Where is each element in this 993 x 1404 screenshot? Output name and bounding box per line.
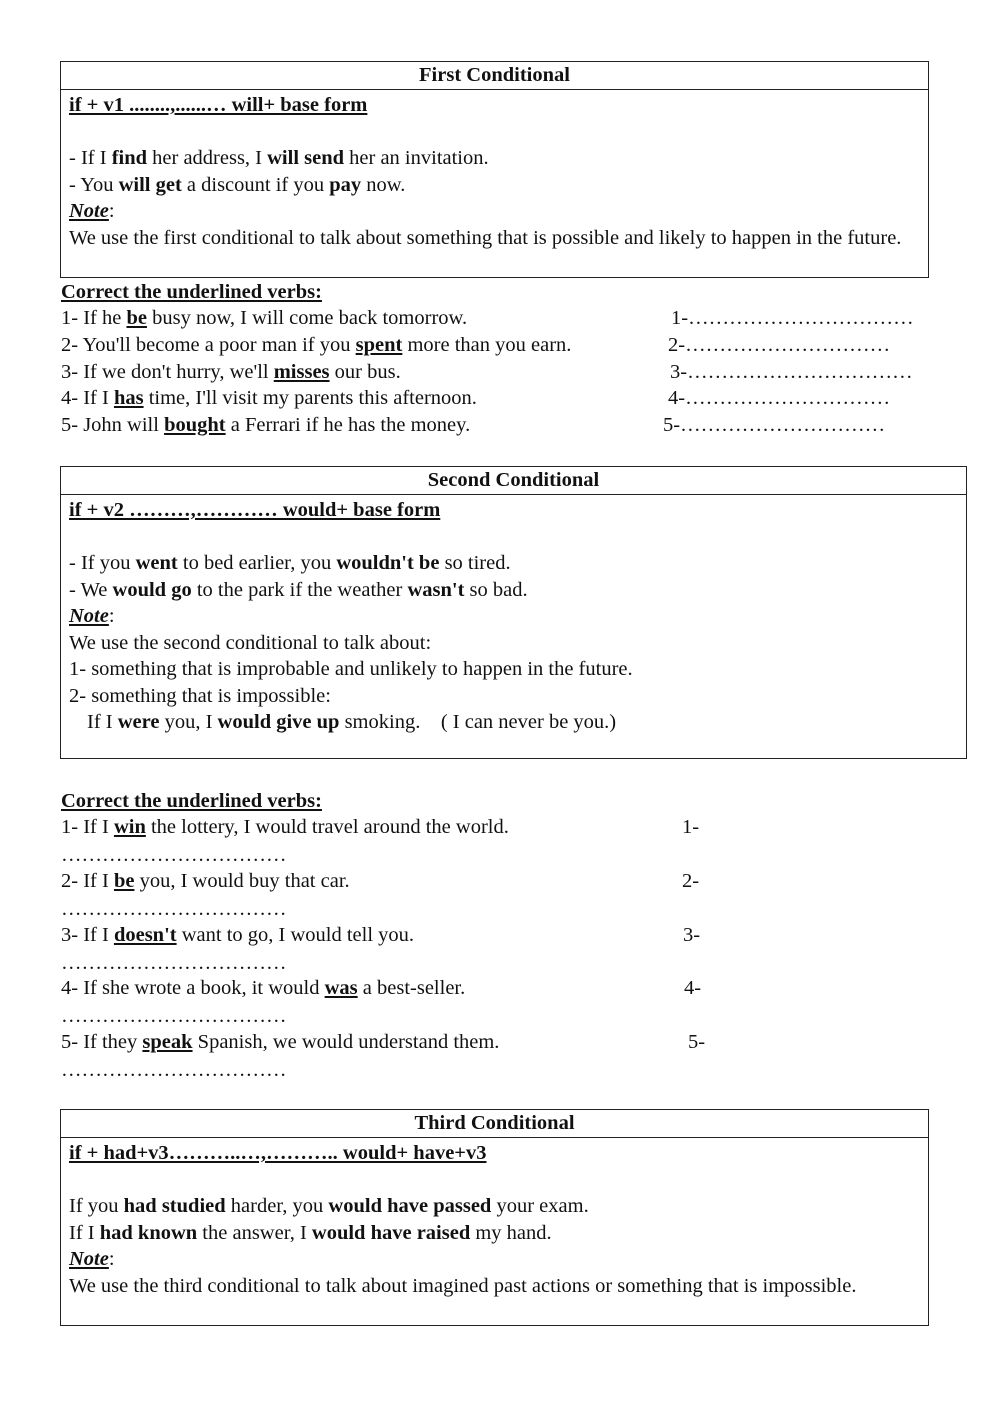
third-note-label: Note xyxy=(69,1248,109,1270)
exercise2-item-number: 4- xyxy=(684,977,702,999)
exercise1-answer-blank[interactable]: 3-…………………………… xyxy=(670,361,913,383)
first-note-text: We use the first conditional to talk about something that is possible and likely to happen in the future. xyxy=(69,226,902,249)
exercise1-item: 1- If he be busy now, I will come back tomorrow. xyxy=(61,307,468,329)
second-note-line-3: 2- something that is impossible: xyxy=(69,684,331,707)
underlined-verb: doesn't xyxy=(113,924,177,946)
exercise1-item: 2- You'll become a poor man if you spent more than you earn. xyxy=(61,334,572,356)
third-note-text: We use the third conditional to talk about imagined past actions or something that is impossible. xyxy=(69,1274,857,1297)
underlined-verb: bought xyxy=(164,414,226,436)
underlined-verb: speak xyxy=(142,1031,193,1053)
second-example-1: - If you went to bed earlier, you wouldn't be so tired. xyxy=(69,552,511,574)
first-conditional-box: First Conditional if + v1 ........,......… will+ base form - If I find her address, I will send her an invitation. - You will get a discount if you pay now. Note: We use the first conditional to talk about something that is possible and likely to happen in the future. xyxy=(60,61,929,278)
third-example-1: If you had studied harder, you would have passed your exam. xyxy=(69,1195,589,1217)
exercise1-answer-blank[interactable]: 4-………………………… xyxy=(668,387,891,409)
exercise2-item-number: 5- xyxy=(688,1031,706,1053)
exercise1-answer-blank[interactable]: 1-…………………………… xyxy=(671,307,914,329)
first-example-1: - If I find her address, I will send her an invitation. xyxy=(69,147,489,169)
first-conditional-title: First Conditional xyxy=(61,62,928,90)
exercise2-item: 1- If I win the lottery, I would travel around the world. xyxy=(61,816,509,838)
exercise2-item-number: 3- xyxy=(683,924,701,946)
underlined-verb: spent xyxy=(355,334,403,356)
second-conditional-formula: if + v2 ………,………… would+ base form xyxy=(69,499,441,521)
third-conditional-title: Third Conditional xyxy=(61,1110,928,1138)
exercise2-item-number: 2- xyxy=(682,870,700,892)
exercise2-answer-blank[interactable]: …………………………… xyxy=(61,844,287,866)
exercise2-item-number: 1- xyxy=(682,816,700,838)
underlined-verb: was xyxy=(324,977,358,999)
exercise2-item: 2- If I be you, I would buy that car. xyxy=(61,870,350,892)
second-example-3: If I were you, I would give up smoking. ( I can never be you.) xyxy=(87,711,617,733)
underlined-verb: be xyxy=(113,870,135,892)
underlined-verb: has xyxy=(113,387,144,409)
exercise2-item: 3- If I doesn't want to go, I would tell you. xyxy=(61,924,415,946)
first-note-label: Note xyxy=(69,200,109,222)
first-example-2: - You will get a discount if you pay now. xyxy=(69,173,406,196)
exercise1-item: 5- John will bought a Ferrari if he has the money. xyxy=(61,414,471,436)
third-conditional-formula: if + had+v3………..…,……….. would+ have+v3 xyxy=(69,1142,487,1164)
exercise2-item: 5- If they speak Spanish, we would understand them. xyxy=(61,1031,500,1053)
exercise1-answer-blank[interactable]: 5-………………………… xyxy=(663,414,886,436)
underlined-verb: win xyxy=(113,816,146,838)
second-conditional-title: Second Conditional xyxy=(61,467,966,495)
exercise1-item: 4- If I has time, I'll visit my parents this afternoon. xyxy=(61,387,477,409)
second-note-label: Note xyxy=(69,605,109,627)
exercise1-answer-blank[interactable]: 2-………………………… xyxy=(668,334,891,356)
underlined-verb: be xyxy=(126,307,147,329)
exercise1-item: 3- If we don't hurry, we'll misses our bus. xyxy=(61,361,401,383)
exercise2-answer-blank[interactable]: …………………………… xyxy=(61,952,287,974)
exercise2-item: 4- If she wrote a book, it would was a best-seller. xyxy=(61,977,466,999)
third-example-2: If I had known the answer, I would have raised my hand. xyxy=(69,1221,552,1244)
third-conditional-box: Third Conditional if + had+v3………..…,……….. would+ have+v3 If you had studied harder, you would have passed your exam. If I had known the answer, I would have raised my hand. Note: We use the third conditional to talk about imagined past actions or something that is impossible. xyxy=(60,1109,929,1326)
exercise2-answer-blank[interactable]: …………………………… xyxy=(61,898,287,920)
second-note-line-1: We use the second conditional to talk about: xyxy=(69,631,432,654)
second-example-2: - We would go to the park if the weather wasn't so bad. xyxy=(69,578,528,601)
exercise2-answer-blank[interactable]: …………………………… xyxy=(61,1005,287,1027)
first-conditional-formula: if + v1 ........,......… will+ base form xyxy=(69,94,368,116)
exercise2-answer-blank[interactable]: …………………………… xyxy=(61,1059,287,1081)
exercise2-heading: Correct the underlined verbs: xyxy=(61,790,322,812)
exercise1-heading: Correct the underlined verbs: xyxy=(61,281,322,303)
second-conditional-box: Second Conditional if + v2 ………,………… would+ base form - If you went to bed earlier, you wouldn't be so tired. - We would go to the park if the weather wasn't so bad. Note: We use the second conditional to talk about: 1- something that is improbable and unlikely to happen in the future. 2- something that is impossible: If I were you, I would give up smoking. ( I can never be you.) xyxy=(60,466,967,759)
underlined-verb: misses xyxy=(273,361,330,383)
second-note-line-2: 1- something that is improbable and unlikely to happen in the future. xyxy=(69,658,633,680)
